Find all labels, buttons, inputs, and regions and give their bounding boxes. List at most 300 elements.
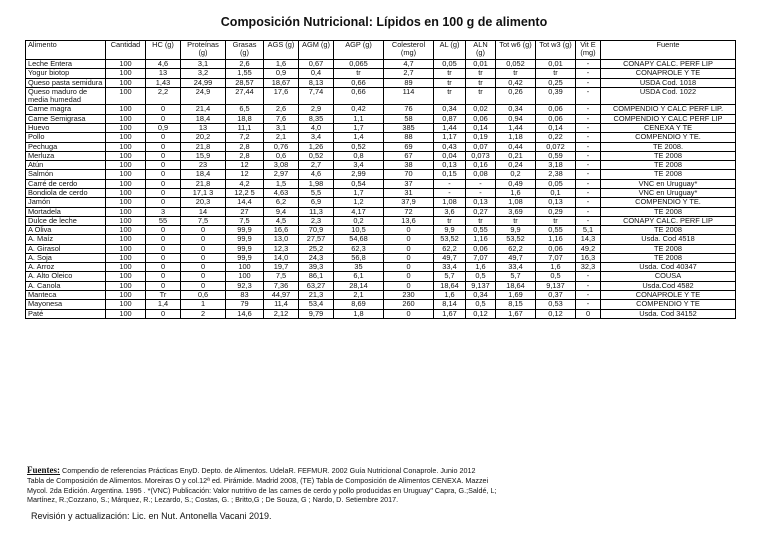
- value-cell: 0,53: [536, 300, 576, 309]
- value-cell: 20,2: [181, 133, 226, 142]
- value-cell: 0: [181, 244, 226, 253]
- value-cell: 0,76: [264, 142, 299, 151]
- value-cell: 8,35: [299, 114, 334, 123]
- value-cell: 0,065: [334, 60, 384, 69]
- source-cell: COMPENDIO Y CALC PERF LIP.: [601, 105, 736, 114]
- value-cell: 28,14: [334, 281, 384, 290]
- source-cell: VNC en Uruguay*: [601, 179, 736, 188]
- table-row: [26, 142, 736, 151]
- value-cell: 28,57: [226, 78, 264, 87]
- value-cell: 11,1: [226, 123, 264, 132]
- value-cell: 2,9: [299, 105, 334, 114]
- value-cell: 2,7: [299, 161, 334, 170]
- value-cell: 0: [146, 281, 181, 290]
- value-cell: 2,6: [264, 105, 299, 114]
- food-name-cell: A. Soja: [26, 253, 106, 262]
- value-cell: -: [576, 105, 601, 114]
- value-cell: tr: [434, 87, 466, 105]
- value-cell: tr: [466, 69, 496, 78]
- value-cell: 4,6: [299, 170, 334, 179]
- source-cell: TE 2008.: [601, 142, 736, 151]
- table-row: [26, 69, 736, 78]
- table-row: [26, 263, 736, 272]
- value-cell: 0: [384, 309, 434, 318]
- value-cell: 0: [146, 151, 181, 160]
- value-cell: 19,7: [264, 263, 299, 272]
- value-cell: 17,6: [264, 87, 299, 105]
- value-cell: 0,02: [466, 105, 496, 114]
- value-cell: 11,4: [264, 300, 299, 309]
- value-cell: 100: [106, 263, 146, 272]
- food-name-cell: A. Alto Oleico: [26, 272, 106, 281]
- food-name-cell: Dulce de leche: [26, 216, 106, 225]
- value-cell: 1,08: [434, 198, 466, 207]
- source-line: Tabla de Composición de Alimentos. Moreiras O y col.12ª ed. Pirámide. Madrid 2008, (TE) Tabla de Composición de Alimentos CENEXA. Mazzei: [27, 476, 489, 486]
- value-cell: 62,2: [496, 244, 536, 253]
- value-cell: 49,7: [434, 253, 466, 262]
- value-cell: 18,4: [181, 170, 226, 179]
- value-cell: 0,52: [299, 151, 334, 160]
- value-cell: 99,9: [226, 226, 264, 235]
- value-cell: -: [576, 272, 601, 281]
- value-cell: 25,2: [299, 244, 334, 253]
- value-cell: 0,52: [334, 142, 384, 151]
- value-cell: 23: [181, 161, 226, 170]
- source-cell: TE 2008: [601, 170, 736, 179]
- value-cell: 1,98: [299, 179, 334, 188]
- value-cell: 1,67: [496, 309, 536, 318]
- value-cell: -: [576, 133, 601, 142]
- value-cell: 27: [226, 207, 264, 216]
- value-cell: 0,6: [264, 151, 299, 160]
- value-cell: 6,9: [299, 198, 334, 207]
- table-row: [26, 281, 736, 290]
- value-cell: -: [576, 123, 601, 132]
- source-cell: TE 2008: [601, 207, 736, 216]
- value-cell: 100: [106, 151, 146, 160]
- value-cell: 100: [106, 272, 146, 281]
- value-cell: -: [576, 188, 601, 197]
- value-cell: 0: [384, 281, 434, 290]
- table-row: [26, 235, 736, 244]
- value-cell: 63,27: [299, 281, 334, 290]
- value-cell: 0: [181, 281, 226, 290]
- value-cell: 2: [181, 309, 226, 318]
- value-cell: 3: [146, 207, 181, 216]
- value-cell: 53,4: [299, 300, 334, 309]
- value-cell: 0,22: [536, 133, 576, 142]
- value-cell: 2,1: [334, 291, 384, 300]
- value-cell: tr: [496, 216, 536, 225]
- value-cell: 11,3: [299, 207, 334, 216]
- value-cell: 14: [181, 207, 226, 216]
- value-cell: 0: [146, 309, 181, 318]
- value-cell: 2,99: [334, 170, 384, 179]
- value-cell: 0,05: [536, 179, 576, 188]
- value-cell: 0,14: [466, 123, 496, 132]
- value-cell: -: [576, 78, 601, 87]
- value-cell: 8,14: [434, 300, 466, 309]
- food-name-cell: Carré de cerdo: [26, 179, 106, 188]
- value-cell: -: [576, 60, 601, 69]
- value-cell: 3,4: [299, 133, 334, 142]
- source-cell: COMPENDIO Y TE.: [601, 198, 736, 207]
- value-cell: 62,2: [434, 244, 466, 253]
- value-cell: 0,01: [466, 60, 496, 69]
- value-cell: 0: [384, 263, 434, 272]
- value-cell: 67: [384, 151, 434, 160]
- value-cell: 100: [106, 78, 146, 87]
- value-cell: 2,8: [226, 151, 264, 160]
- value-cell: 2,7: [384, 69, 434, 78]
- value-cell: 100: [106, 161, 146, 170]
- value-cell: 1,5: [264, 179, 299, 188]
- value-cell: 88: [384, 133, 434, 142]
- value-cell: 0,05: [434, 60, 466, 69]
- value-cell: 10,5: [334, 226, 384, 235]
- value-cell: -: [576, 114, 601, 123]
- value-cell: 0: [181, 235, 226, 244]
- value-cell: 100: [106, 105, 146, 114]
- value-cell: 86,1: [299, 272, 334, 281]
- value-cell: tr: [466, 78, 496, 87]
- value-cell: 18,4: [181, 114, 226, 123]
- table-row: [26, 309, 736, 318]
- value-cell: 5,7: [496, 272, 536, 281]
- value-cell: 0,66: [334, 87, 384, 105]
- value-cell: 1,26: [299, 142, 334, 151]
- value-cell: 5,7: [434, 272, 466, 281]
- table-row: [26, 188, 736, 197]
- food-name-cell: Pollo: [26, 133, 106, 142]
- column-header: Tot w6 (g): [496, 41, 536, 60]
- value-cell: 0: [146, 226, 181, 235]
- food-name-cell: A. Arroz: [26, 263, 106, 272]
- value-cell: 0,94: [496, 114, 536, 123]
- value-cell: 1,08: [496, 198, 536, 207]
- source-cell: COMPENDIO Y TE: [601, 300, 736, 309]
- value-cell: 1,4: [334, 133, 384, 142]
- value-cell: 1,67: [434, 309, 466, 318]
- value-cell: 99,9: [226, 244, 264, 253]
- value-cell: tr: [496, 69, 536, 78]
- value-cell: 1,6: [536, 263, 576, 272]
- food-name-cell: Atún: [26, 161, 106, 170]
- source-cell: CONAPROLE Y TE: [601, 69, 736, 78]
- value-cell: 385: [384, 123, 434, 132]
- source-cell: USDA Cod. 1022: [601, 87, 736, 105]
- food-name-cell: Queso maduro de media humedad: [26, 87, 106, 105]
- column-header: Vit E (mg): [576, 41, 601, 60]
- value-cell: 70,9: [299, 226, 334, 235]
- value-cell: 7,36: [264, 281, 299, 290]
- value-cell: -: [576, 281, 601, 290]
- value-cell: 0: [146, 272, 181, 281]
- value-cell: 8,69: [334, 300, 384, 309]
- food-name-cell: A Oliva: [26, 226, 106, 235]
- value-cell: 0,5: [466, 300, 496, 309]
- value-cell: 37,9: [384, 198, 434, 207]
- value-cell: 18,64: [496, 281, 536, 290]
- value-cell: 0: [384, 244, 434, 253]
- value-cell: -: [434, 188, 466, 197]
- value-cell: 100: [106, 142, 146, 151]
- source-cell: TE 2008: [601, 226, 736, 235]
- value-cell: 9,79: [299, 309, 334, 318]
- column-header: Colesterol (mg): [384, 41, 434, 60]
- value-cell: 6,1: [334, 272, 384, 281]
- value-cell: 89: [384, 78, 434, 87]
- value-cell: 0: [146, 188, 181, 197]
- source-cell: TE 2008: [601, 161, 736, 170]
- value-cell: 7,6: [264, 114, 299, 123]
- value-cell: 2,2: [146, 87, 181, 105]
- value-cell: 31: [384, 188, 434, 197]
- value-cell: 53,52: [496, 235, 536, 244]
- value-cell: 70: [384, 170, 434, 179]
- value-cell: 1,16: [536, 235, 576, 244]
- value-cell: 21,4: [181, 105, 226, 114]
- value-cell: 0,13: [434, 161, 466, 170]
- value-cell: 3,69: [496, 207, 536, 216]
- source-cell: COMPENDIO Y TE.: [601, 133, 736, 142]
- value-cell: 0,052: [496, 60, 536, 69]
- column-header: HC (g): [146, 41, 181, 60]
- value-cell: tr: [334, 69, 384, 78]
- value-cell: 3,18: [536, 161, 576, 170]
- value-cell: 0,06: [536, 114, 576, 123]
- value-cell: 0,06: [466, 244, 496, 253]
- value-cell: 83: [226, 291, 264, 300]
- value-cell: 100: [106, 226, 146, 235]
- value-cell: 100: [106, 244, 146, 253]
- value-cell: 0,9: [264, 69, 299, 78]
- value-cell: 37: [384, 179, 434, 188]
- value-cell: 12: [226, 161, 264, 170]
- value-cell: 13: [181, 123, 226, 132]
- nutrition-table: [25, 40, 736, 319]
- value-cell: 39,3: [299, 263, 334, 272]
- value-cell: 15,9: [181, 151, 226, 160]
- value-cell: 27,44: [226, 87, 264, 105]
- column-header: Grasas (g): [226, 41, 264, 60]
- column-header: Cantidad: [106, 41, 146, 60]
- value-cell: 4,7: [384, 60, 434, 69]
- value-cell: 0,072: [536, 142, 576, 151]
- value-cell: 7,5: [181, 216, 226, 225]
- value-cell: 1,18: [496, 133, 536, 142]
- value-cell: 0,12: [466, 309, 496, 318]
- table-row: [26, 291, 736, 300]
- table-row: [26, 161, 736, 170]
- value-cell: 7,5: [226, 216, 264, 225]
- value-cell: 0,12: [536, 309, 576, 318]
- value-cell: 0,37: [536, 291, 576, 300]
- value-cell: 1,17: [434, 133, 466, 142]
- food-name-cell: Salmón: [26, 170, 106, 179]
- value-cell: 0,073: [466, 151, 496, 160]
- value-cell: 100: [106, 253, 146, 262]
- value-cell: 0,5: [466, 272, 496, 281]
- value-cell: 24,99: [181, 78, 226, 87]
- column-header: AGM (g): [299, 41, 334, 60]
- value-cell: 0,34: [496, 105, 536, 114]
- value-cell: 35: [334, 263, 384, 272]
- value-cell: 0: [146, 114, 181, 123]
- food-name-cell: A. Maíz: [26, 235, 106, 244]
- value-cell: 0,16: [466, 161, 496, 170]
- value-cell: 17,1 3: [181, 188, 226, 197]
- value-cell: 56,8: [334, 253, 384, 262]
- food-name-cell: Queso pasta semidura: [26, 78, 106, 87]
- value-cell: 0,24: [496, 161, 536, 170]
- table-row: [26, 78, 736, 87]
- value-cell: 1,6: [264, 60, 299, 69]
- value-cell: 21,8: [181, 179, 226, 188]
- value-cell: 230: [384, 291, 434, 300]
- value-cell: 1,44: [496, 123, 536, 132]
- value-cell: 2,97: [264, 170, 299, 179]
- value-cell: 1,7: [334, 188, 384, 197]
- value-cell: -: [576, 291, 601, 300]
- value-cell: 100: [106, 300, 146, 309]
- value-cell: tr: [466, 216, 496, 225]
- value-cell: tr: [434, 69, 466, 78]
- value-cell: 0,06: [466, 114, 496, 123]
- value-cell: 16,6: [264, 226, 299, 235]
- value-cell: 0,59: [536, 151, 576, 160]
- value-cell: 32,3: [576, 263, 601, 272]
- source-cell: Usda.Cod 4582: [601, 281, 736, 290]
- value-cell: 7,5: [264, 272, 299, 281]
- food-name-cell: Yogur biotop: [26, 69, 106, 78]
- source-cell: CONAPY CALC. PERF LIP: [601, 60, 736, 69]
- value-cell: 0,34: [434, 105, 466, 114]
- value-cell: 0: [384, 253, 434, 262]
- food-name-cell: Merluza: [26, 151, 106, 160]
- value-cell: 0,29: [536, 207, 576, 216]
- value-cell: 0,87: [434, 114, 466, 123]
- value-cell: tr: [434, 216, 466, 225]
- source-cell: USDA Cod. 1018: [601, 78, 736, 87]
- source-line: Mycol. 2da Edición. Argentina. 1995 . *(VNC) Publicación: Valor nutritivo de las carnes de cerdo y pollo producidas en Uruguay" Capra, G.;Saldé, L;: [27, 485, 497, 495]
- value-cell: 14,0: [264, 253, 299, 262]
- sources-label: Fuentes:: [27, 465, 60, 475]
- value-cell: 0,43: [434, 142, 466, 151]
- value-cell: 0,66: [334, 78, 384, 87]
- source-cell: VNC en Uruguay*: [601, 188, 736, 197]
- value-cell: 1,7: [334, 123, 384, 132]
- value-cell: 0,1: [536, 188, 576, 197]
- value-cell: 4,17: [334, 207, 384, 216]
- value-cell: Tr: [146, 291, 181, 300]
- value-cell: 1,6: [466, 263, 496, 272]
- value-cell: -: [576, 207, 601, 216]
- value-cell: 0,01: [536, 60, 576, 69]
- source-cell: TE 2008: [601, 151, 736, 160]
- value-cell: 92,3: [226, 281, 264, 290]
- value-cell: 12: [226, 170, 264, 179]
- value-cell: 21,8: [181, 142, 226, 151]
- source-cell: COMPENDIO Y CALC PERF LIP: [601, 114, 736, 123]
- value-cell: 114: [384, 87, 434, 105]
- value-cell: -: [576, 151, 601, 160]
- source-line: Compendio de referencias Prácticas EnyD. Depto. de Alimentos. UdelaR. FEFMUR. 2002 Guía Nutricional Conaprole. Junio 2012: [62, 466, 476, 475]
- value-cell: 0: [146, 263, 181, 272]
- food-name-cell: Bondiola de cerdo: [26, 188, 106, 197]
- value-cell: 49,7: [496, 253, 536, 262]
- value-cell: 7,2: [226, 133, 264, 142]
- value-cell: 4,5: [264, 216, 299, 225]
- source-cell: CONAPY CALC. PERF LIP: [601, 216, 736, 225]
- source-line: Martínez, R.;Cozzano, S.; Márquez, R.; Lezardo, S.; Costas, G. ; Britto,G ; De Souza, G ; Nardo, D. Setiembre 2017.: [27, 495, 399, 505]
- value-cell: 0,6: [181, 291, 226, 300]
- value-cell: 100: [106, 291, 146, 300]
- value-cell: 99,9: [226, 253, 264, 262]
- value-cell: 100: [106, 133, 146, 142]
- value-cell: 0: [146, 253, 181, 262]
- value-cell: 16,3: [576, 253, 601, 262]
- table-row: [26, 300, 736, 309]
- value-cell: 1,43: [146, 78, 181, 87]
- header-row: [26, 41, 736, 60]
- value-cell: 3,2: [181, 69, 226, 78]
- value-cell: 13,0: [264, 235, 299, 244]
- value-cell: 12,2 5: [226, 188, 264, 197]
- value-cell: 4,0: [299, 123, 334, 132]
- table-row: [26, 272, 736, 281]
- value-cell: -: [576, 161, 601, 170]
- value-cell: 13: [146, 69, 181, 78]
- value-cell: 0,21: [496, 151, 536, 160]
- source-cell: Usda. Cod 34152: [601, 309, 736, 318]
- value-cell: -: [466, 188, 496, 197]
- table-row: [26, 244, 736, 253]
- value-cell: 100: [106, 123, 146, 132]
- value-cell: 27,57: [299, 235, 334, 244]
- value-cell: -: [576, 300, 601, 309]
- value-cell: 100: [106, 188, 146, 197]
- value-cell: 0,55: [536, 226, 576, 235]
- value-cell: -: [576, 179, 601, 188]
- value-cell: 1,69: [496, 291, 536, 300]
- table-row: [26, 60, 736, 69]
- column-header: Tot w3 (g): [536, 41, 576, 60]
- value-cell: 1,2: [334, 198, 384, 207]
- value-cell: 0,08: [466, 170, 496, 179]
- column-header: Alimento: [26, 41, 106, 60]
- value-cell: 0,2: [334, 216, 384, 225]
- column-header: ALN (g): [466, 41, 496, 60]
- food-name-cell: A. Girasol: [26, 244, 106, 253]
- value-cell: 38: [384, 161, 434, 170]
- food-name-cell: Pechuga: [26, 142, 106, 151]
- value-cell: 0,26: [496, 87, 536, 105]
- value-cell: 6,2: [264, 198, 299, 207]
- value-cell: 1,8: [334, 309, 384, 318]
- value-cell: 7,74: [299, 87, 334, 105]
- value-cell: 9,137: [536, 281, 576, 290]
- table-row: [26, 123, 736, 132]
- value-cell: 9,137: [466, 281, 496, 290]
- value-cell: 0,15: [434, 170, 466, 179]
- value-cell: 7,07: [536, 253, 576, 262]
- value-cell: 58: [384, 114, 434, 123]
- value-cell: 1,44: [434, 123, 466, 132]
- value-cell: 20,3: [181, 198, 226, 207]
- value-cell: 0,8: [334, 151, 384, 160]
- value-cell: 0,39: [536, 87, 576, 105]
